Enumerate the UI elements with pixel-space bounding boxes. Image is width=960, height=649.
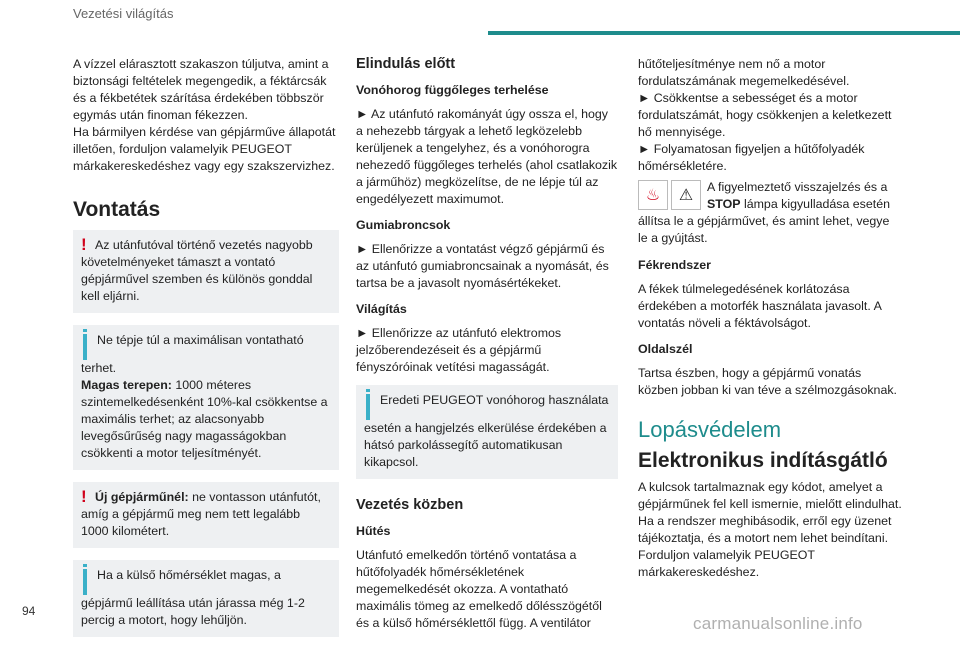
warning-label-new-vehicle: Új gépjárműnél: (95, 490, 189, 504)
warning-box-2 (73, 482, 339, 548)
info-box-towbar (356, 385, 618, 479)
info-label-high-terrain: Magas terepen: (81, 378, 172, 392)
warning-box-1 (73, 230, 339, 313)
stop-label: STOP (707, 197, 741, 211)
warning-lamp-paragraph (638, 179, 902, 247)
info-icon (366, 394, 370, 420)
warning-icon: ! (81, 487, 87, 506)
info-text-towbar: Eredeti PEUGEOT vonóhorog használata esetén a hangjelzés elkerülése érdekében a hátsó parkolássegítő automatikusan kikapcsol. (364, 393, 609, 469)
paragraph-towbar-load: ► Az utánfutó rakományát úgy ossza el, hogy a nehezebb tárgyak a lehető legközelebb kerüljenek a tengelyhez, és a vonóhorogra nehezedő függőleges terhelés (ahol csatlakozik a járműhöz) megközelítse, de ne lépje túl az engedélyezett maximumot. (356, 107, 618, 206)
intro-paragraph-2: Ha bármilyen kérdése van gépjárműve állapotát illetően, forduljon valamelyik PEUGEOT márkakereskedéshez vagy egy szakszervizhez. (73, 125, 336, 173)
bullet-watch-temperature: ► Folyamatosan figyeljen a hűtőfolyadék hőmérsékletére. (638, 142, 865, 173)
section-heading-immobiliser: Elektronikus indításgátló (638, 449, 888, 472)
subheading-brakes: Fékrendszer (638, 258, 712, 272)
section-heading-before-start: Elindulás előtt (356, 56, 456, 72)
section-heading-towing: Vontatás (73, 198, 161, 221)
warning-lamp-text-a: A figyelmeztető visszajelzés és a (707, 180, 888, 194)
paragraph-brakes: A fékek túlmelegedésének korlátozása érdekében a motorfék használata javasolt. A vontatás növeli a féktávolságot. (638, 282, 882, 330)
info-icon (83, 334, 87, 360)
paragraph-cooling: Utánfutó emelkedőn történő vontatása a hűtőfolyadék hőmérsékletének megemelkedését okozza. A vontatható maximális tömeg az emelkedő dőlésszögétől és a külső hőmérséklettől függ. A ventilátor (356, 548, 602, 630)
paragraph-tyres: ► Ellenőrizze a vontatást végző gépjármű és az utánfutó gumiabroncsainak a nyomását, és tartsa be a javasolt nyomásértékeket. (356, 242, 609, 290)
subheading-lighting: Világítás (356, 302, 407, 316)
section-heading-anti-theft: Lopásvédelem (638, 417, 782, 442)
warning-text-1: Az utánfutóval történő vezetés nagyobb követelményeket támaszt a vontató gépjárművel szemben és különös gonddal kell eljárni. (81, 238, 313, 303)
coolant-temperature-icon: ♨ (638, 180, 668, 210)
running-header: Vezetési világítás (73, 6, 174, 21)
subheading-towbar-load: Vonóhorog függőleges terhelése (356, 83, 549, 97)
paragraph-crosswind: Tartsa észben, hogy a gépjármű vonatás közben jobban ki van téve a szélmozgásoknak. (638, 366, 897, 397)
section-heading-while-driving: Vezetés közben (356, 497, 464, 513)
info-text-1a: Ne tépje túl a maximálisan vontatható terhet. (81, 333, 304, 375)
warning-triangle-icon: ⚠ (671, 180, 701, 210)
column-3 (638, 56, 902, 581)
column-2 (356, 56, 618, 632)
warning-icon: ! (81, 235, 87, 254)
info-icon (83, 569, 87, 595)
paragraph-immobiliser: A kulcsok tartalmaznak egy kódot, amelyet a gépjárműnek fel kell ismernie, mielőtt elindulhat. Ha a rendszer meghibásodik, erről egy üzenet tájékoztatja, és a motort nem lehet beindítani. Forduljon valamelyik PEUGEOT márkakereskedéshez. (638, 480, 902, 579)
bullet-reduce-speed: ► Csökkentse a sebességet és a motor fordulatszámát, hogy csökkenjen a keletkezett hő mennyisége. (638, 91, 892, 139)
warning-lamp-icons (638, 180, 701, 210)
paragraph-cooling-cont: hűtőteljesítménye nem nő a motor fordulatszámának megemelkedésével. (638, 57, 850, 88)
subheading-crosswind: Oldalszél (638, 342, 693, 356)
subheading-tyres: Gumiabroncsok (356, 218, 451, 232)
watermark: carmanualsonline.info (693, 614, 863, 633)
info-box-1 (73, 325, 339, 470)
info-text-2: Ha a külső hőmérséklet magas, a gépjármű leállítása után járassa még 1-2 percig a motort, hogy lehűljön. (81, 568, 305, 627)
page-number: 94 (22, 604, 36, 618)
paragraph-lighting: ► Ellenőrizze az utánfutó elektromos jelzőberendezéseit és a gépjármű fényszóróinak vetítési magasságát. (356, 326, 562, 374)
column-1 (73, 56, 339, 649)
info-box-2 (73, 560, 339, 637)
header-accent-bar (488, 31, 960, 35)
subheading-cooling: Hűtés (356, 524, 391, 538)
warning-text-2: ne vontasson utánfutót, amíg a gépjármű meg nem tett legalább 1000 kilométert. (81, 490, 321, 538)
warning-lamp-text-b: lámpa kigyulladása esetén állítsa le a gépjárművet, és amint lehet, vegye le a gyújtást. (638, 197, 890, 245)
info-text-1b: 1000 méteres szintemelkedésenként 10%-kal csökkentse a maximális terhet; az alacsonyabb levegősűrűség nagy magasságokban csökkenti a motor teljesítményét. (81, 378, 328, 460)
intro-paragraph: A vízzel elárasztott szakaszon túljutva, amint a biztonsági feltételek megengedik, a féktárcsák és a fékbetétek szárítása érdekében többször egymás után finoman fékezzen. (73, 57, 329, 122)
